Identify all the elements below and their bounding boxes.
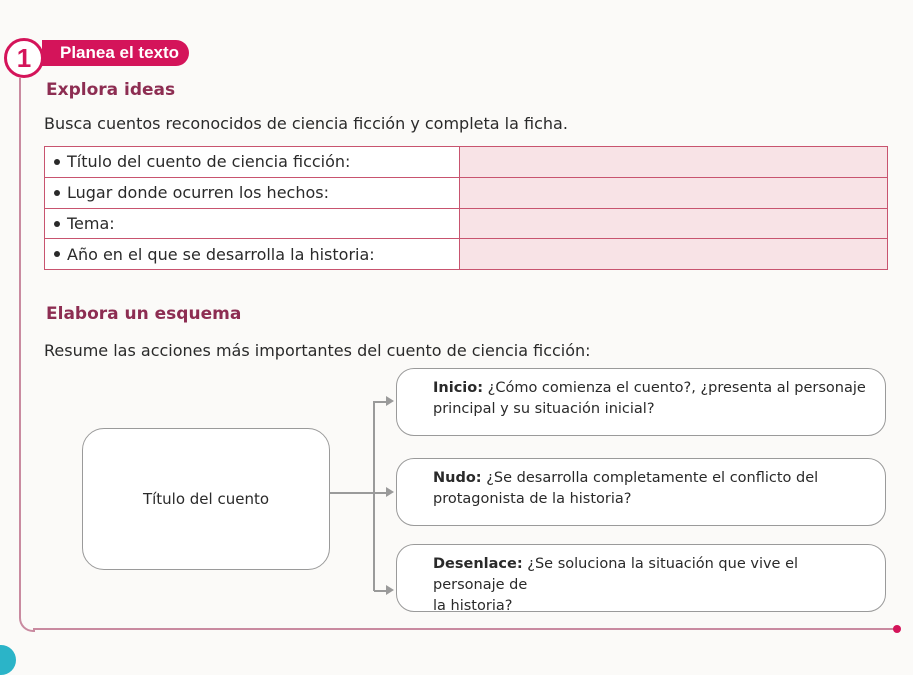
left-margin-rule <box>19 78 35 632</box>
ficha-table <box>44 146 888 270</box>
ficha-label: Año en el que se desarrolla la historia: <box>45 239 460 270</box>
bracket-line <box>373 401 375 591</box>
connector-line <box>374 401 386 403</box>
stage-box-nudo[interactable] <box>396 458 886 526</box>
activity-number-badge: 1 <box>4 38 44 78</box>
stage-question: ¿Cómo comienza el cuento?, ¿presenta al personaje <box>483 380 866 396</box>
stage-name: Nudo: <box>433 470 482 486</box>
connector-line <box>374 492 386 494</box>
connector-line <box>374 590 386 592</box>
ficha-answer-field[interactable] <box>460 177 888 208</box>
table-row <box>45 208 888 239</box>
story-title-box[interactable] <box>82 428 330 570</box>
corner-accent <box>0 645 16 675</box>
stage-name: Inicio: <box>433 380 484 396</box>
stage-question: ¿Se soluciona la situación que vive el personaje de <box>433 556 799 593</box>
stage-box-inicio[interactable] <box>396 368 886 436</box>
story-title-label: Título del cuento <box>142 490 270 508</box>
bottom-dot <box>893 625 901 633</box>
instruction-esquema: Resume las acciones más importantes del cuento de ciencia ficción: <box>44 341 591 360</box>
ficha-answer-field[interactable] <box>460 147 888 178</box>
arrow-right-icon <box>386 396 394 406</box>
stage-question: principal y su situación inicial? <box>433 401 655 417</box>
table-row <box>45 147 888 178</box>
ficha-label: Tema: <box>45 208 460 239</box>
stage-question: ¿Se desarrolla completamente el conflicto del <box>481 470 819 486</box>
ficha-label: Lugar donde ocurren los hechos: <box>45 177 460 208</box>
stage-box-desenlace[interactable] <box>396 544 886 612</box>
table-row <box>45 239 888 270</box>
ficha-answer-field[interactable] <box>460 208 888 239</box>
arrow-right-icon <box>386 487 394 497</box>
ficha-label: Título del cuento de ciencia ficción: <box>45 147 460 178</box>
stage-question: la historia? <box>433 598 513 614</box>
ficha-answer-field[interactable] <box>460 239 888 270</box>
instruction-ficha: Busca cuentos reconocidos de ciencia ficción y completa la ficha. <box>44 114 568 133</box>
activity-title: Planea el texto <box>42 40 189 66</box>
stage-question: protagonista de la historia? <box>433 491 632 507</box>
section-heading-esquema: Elabora un esquema <box>46 304 242 324</box>
arrow-right-icon <box>386 585 394 595</box>
table-row <box>45 177 888 208</box>
connector-line <box>330 492 374 494</box>
section-heading-explora: Explora ideas <box>46 80 176 100</box>
bottom-rule <box>33 628 898 630</box>
stage-name: Desenlace: <box>433 556 523 572</box>
